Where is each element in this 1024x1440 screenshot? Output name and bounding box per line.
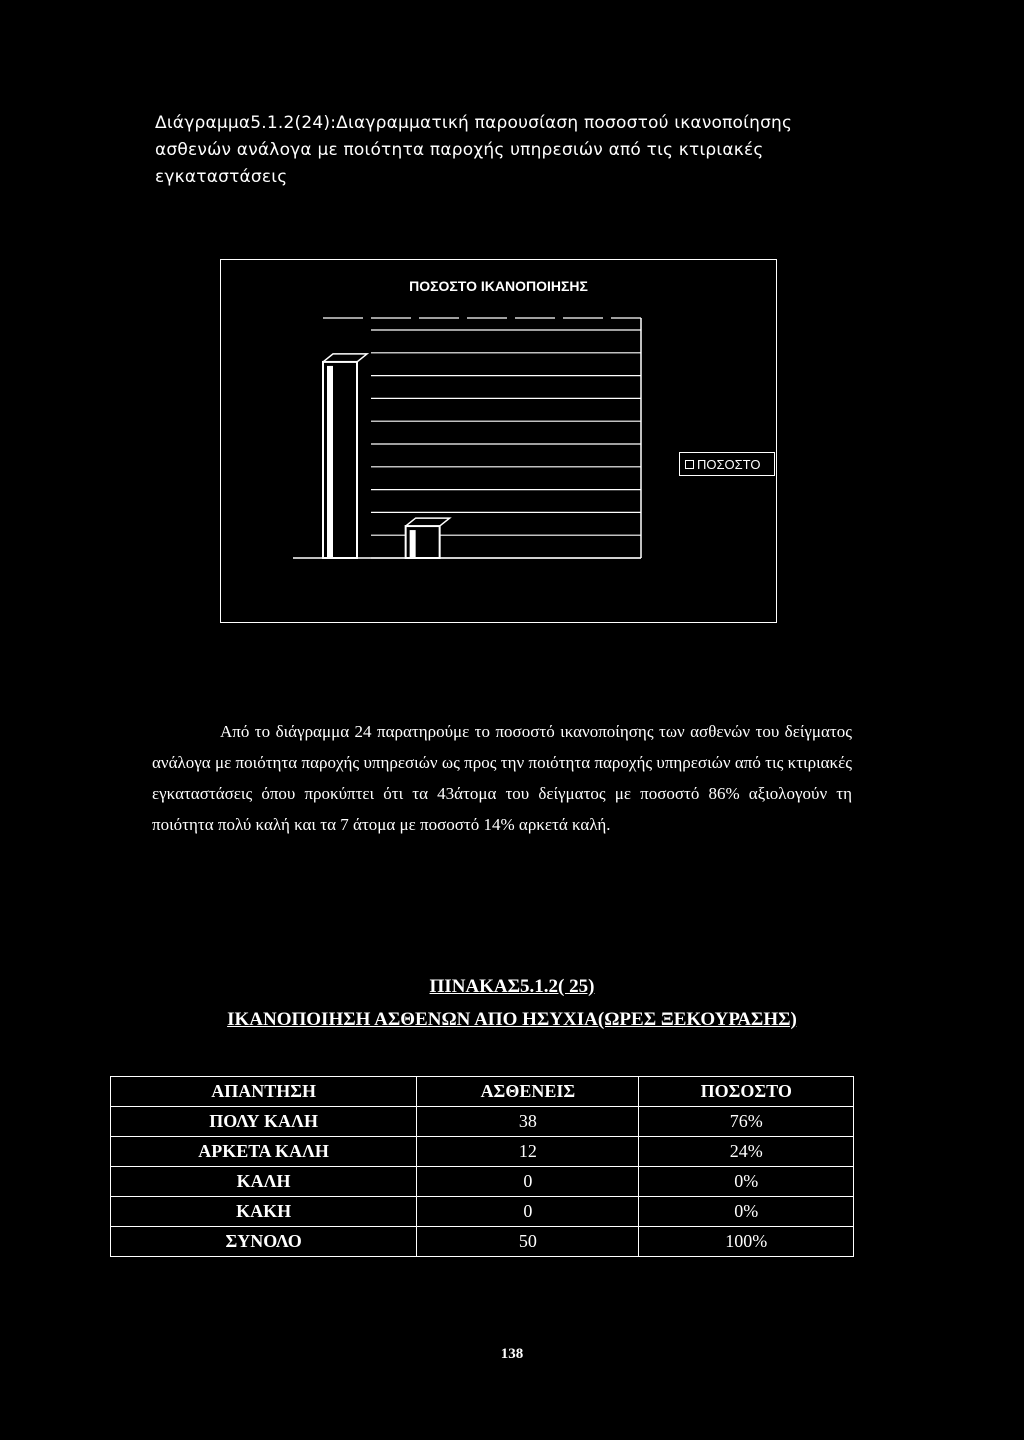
table-cell: 0%	[639, 1167, 854, 1197]
page-number: 138	[500, 1346, 524, 1362]
chart-plot-area	[221, 260, 778, 624]
table-title: ΙΚΑΝΟΠΟΙΗΣΗ ΑΣΘΕΝΩΝ ΑΠΟ ΗΣΥΧΙΑ(ΩΡΕΣ ΞΕΚΟΥΡΑΣΗΣ)	[227, 1009, 797, 1030]
header-cell: ΑΣΘΕΝΕΙΣ	[417, 1077, 639, 1107]
legend-label: ΠΟΣΟΣΤΟ	[697, 456, 761, 472]
table-cell: 0	[417, 1167, 639, 1197]
bar-top	[323, 354, 367, 362]
table-cell: 50	[417, 1227, 639, 1257]
table-cell: 12	[417, 1137, 639, 1167]
chart-gridlines	[371, 330, 641, 558]
table-row	[111, 1107, 854, 1137]
table-cell: 76%	[639, 1107, 854, 1137]
table-cell: 0	[417, 1197, 639, 1227]
chart-legend	[679, 452, 775, 476]
header-cell: ΠΟΣΟΣΤΟ	[639, 1077, 854, 1107]
table-cell: 38	[417, 1107, 639, 1137]
table-row	[111, 1137, 854, 1167]
table-row	[111, 1227, 854, 1257]
table-cell: 0%	[639, 1197, 854, 1227]
table-header-row	[111, 1077, 854, 1107]
bar-face	[327, 366, 333, 558]
table-cell: ΣΥΝΟΛΟ	[111, 1227, 417, 1257]
table-cell: ΚΑΚΗ	[111, 1197, 417, 1227]
paragraph-text: Από το διάγραμμα 24 παρατηρούμε το ποσοστό ικανοποίησης των ασθενών του δείγματος ανάλογα με ποιότητα παροχής υπηρεσιών ως προς την ποιότητα παροχής υπηρεσιών από τις κτιριακές εγκαταστάσεις όπου προκύπτει ότι τα 43άτομα του δείγματος με ποσοστό 86% αξιολογούν τη ποιότητα πολύ καλή και τα 7 άτομα με ποσοστό 14% αρκετά καλή.	[152, 722, 852, 834]
bar-top	[406, 518, 450, 526]
table-label: ΠΙΝΑΚΑΣ5.1.2( 25)	[429, 976, 595, 997]
table-row	[111, 1197, 854, 1227]
chart-bars	[323, 354, 450, 558]
bar-chart	[220, 259, 777, 623]
table-cell: 100%	[639, 1227, 854, 1257]
body-paragraph	[152, 716, 852, 840]
table-cell: 24%	[639, 1137, 854, 1167]
table-heading	[0, 970, 1024, 1036]
table-cell: ΚΑΛΗ	[111, 1167, 417, 1197]
figure-caption: Διάγραμμα5.1.2(24):Διαγραμματική παρουσίαση ποσοστού ικανοποίησης ασθενών ανάλογα με ποιότητα παροχής υπηρεσιών από τις κτιριακές εγκαταστάσεις	[155, 113, 793, 187]
table-row	[111, 1167, 854, 1197]
table-cell: ΑΡΚΕΤΑ ΚΑΛΗ	[111, 1137, 417, 1167]
results-table	[110, 1076, 854, 1257]
bar-face	[410, 530, 416, 558]
table-cell: ΠΟΛΥ ΚΑΛΗ	[111, 1107, 417, 1137]
chart-title: ΠΟΣΟΣΤΟ ΙΚΑΝΟΠΟΙΗΣΗΣ	[409, 278, 588, 294]
header-cell: ΑΠΑΝΤΗΣΗ	[111, 1077, 417, 1107]
legend-swatch	[685, 460, 694, 469]
